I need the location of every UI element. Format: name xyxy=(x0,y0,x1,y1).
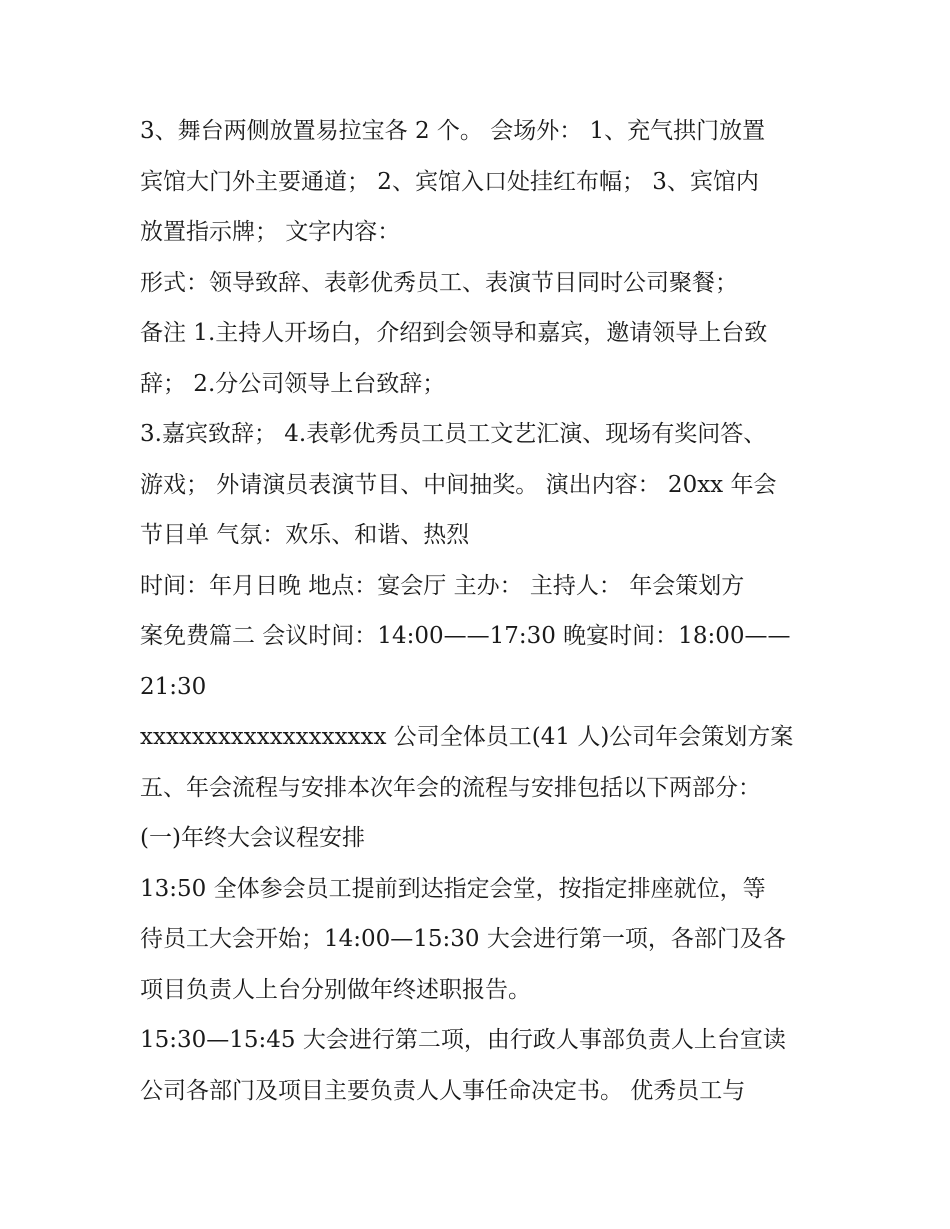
text-line: 公司各部门及项目主要负责人人事任命决定书。 优秀员工与 xyxy=(140,1077,746,1104)
text-line: 辞； 2.分公司领导上台致辞； xyxy=(140,370,446,397)
text-line: 案免费篇二 会议时间：14:00——17:30 晚宴时间：18:00—— xyxy=(140,623,791,649)
text-line: 游戏； 外请演员表演节目、中间抽奖。 演出内容： 20xx 年会 xyxy=(140,471,777,498)
text-line: 待员工大会开始；14:00—15:30 大会进行第一项，各部门及各 xyxy=(140,926,786,952)
text-line: 宾馆大门外主要通道； 2、宾馆入口处挂红布幅； 3、宾馆内 xyxy=(140,168,759,195)
text-line: 13:50 全体参会员工提前到达指定会堂，按指定排座就位，等 xyxy=(140,875,766,902)
text-line: 形式：领导致辞、表彰优秀员工、表演节目同时公司聚餐； xyxy=(140,269,738,296)
text-line: 21:30 xyxy=(140,673,207,700)
text-line: 3、舞台两侧放置易拉宝各 2 个。 会场外： 1、充气拱门放置 xyxy=(140,118,766,144)
text-line: 15:30—15:45 大会进行第二项，由行政人事部负责人上台宣读 xyxy=(140,1027,786,1053)
text-line: 节目单 气氛：欢乐、和谐、热烈 xyxy=(140,522,470,548)
text-line: 时间：年月日晚 地点：宴会厅 主办： 主持人： 年会策划方 xyxy=(140,572,745,599)
text-line: 备注 1.主持人开场白，介绍到会领导和嘉宾，邀请领导上台致 xyxy=(140,320,768,346)
text-line: 项目负责人上台分别做年终述职报告。 xyxy=(140,976,531,1003)
text-line: 放置指示牌； 文字内容： xyxy=(140,219,401,245)
text-line: 五、年会流程与安排本次年会的流程与安排包括以下两部分： xyxy=(140,774,761,801)
text-line: xxxxxxxxxxxxxxxxxxx 公司全体员工(41 人)公司年会策划方案 xyxy=(140,724,794,750)
document-body xyxy=(140,106,820,1116)
text-line: (一)年终大会议程安排 xyxy=(140,825,365,851)
text-line: 3.嘉宾致辞； 4.表彰优秀员工员工文艺汇演、现场有奖问答、 xyxy=(140,421,767,447)
